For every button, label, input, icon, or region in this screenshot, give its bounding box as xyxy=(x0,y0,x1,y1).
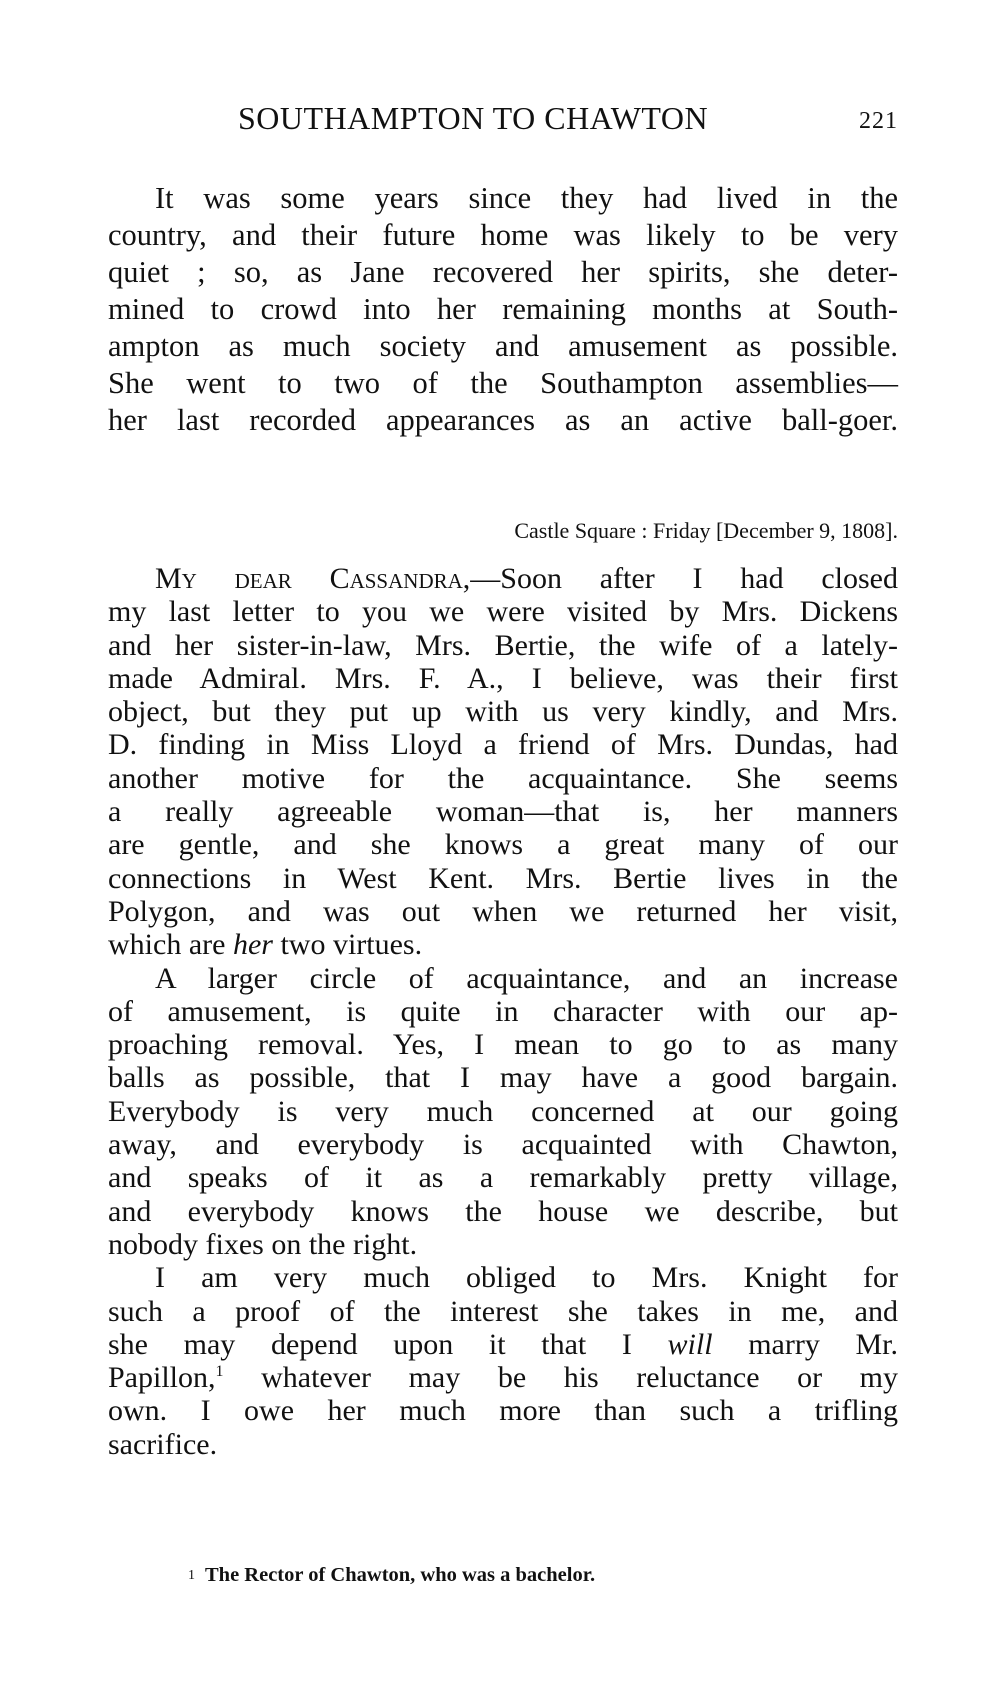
letter-line: away, and everybody is acquainted with Chawton, xyxy=(108,1128,898,1162)
letter-body xyxy=(108,562,898,1461)
letter-line: connections in West Kent. Mrs. Bertie lives in the xyxy=(108,861,898,895)
page-number: 221 xyxy=(859,108,898,134)
running-title: SOUTHAMPTON TO CHAWTON xyxy=(238,100,709,136)
letter-line: such a proof of the interest she takes in me, and xyxy=(108,1294,898,1328)
running-head xyxy=(108,100,898,140)
letter-line: sacrifice. xyxy=(108,1427,218,1461)
letter-line: and speaks of it as a remarkably pretty village, xyxy=(108,1161,898,1195)
letter-line: another motive for the acquaintance. She seems xyxy=(108,761,898,795)
emphasis: will xyxy=(667,1327,713,1361)
letter-line: A larger circle of acquaintance, and an increase xyxy=(155,961,898,995)
intro-line: She went to two of the Southampton assemblies— xyxy=(108,366,898,400)
letter-line: and her sister-in-law, Mrs. Bertie, the wife of a lately- xyxy=(108,628,898,662)
footnote-marker: 1 xyxy=(188,1568,195,1583)
letter-line: my last letter to you we were visited by Mrs. Dickens xyxy=(108,595,898,629)
text-run: Papillon, xyxy=(108,1361,216,1395)
intro-line: quiet ; so, as Jane recovered her spirits, she deter- xyxy=(108,255,898,289)
letter-dateline: Castle Square : Friday [December 9, 1808]. xyxy=(514,518,898,543)
text-run: she may depend upon it that I xyxy=(108,1327,668,1361)
text-run: two virtues. xyxy=(272,928,423,962)
letter-line: and everybody knows the house we describe, but xyxy=(108,1194,898,1228)
intro-line: mined to crowd into her remaining months at South- xyxy=(108,292,898,326)
footnote-text: The Rector of Chawton, who was a bachelor. xyxy=(205,1564,596,1586)
salutation: My dear Cassandra, xyxy=(155,562,471,595)
letter-line xyxy=(108,928,898,961)
opening-text: —Soon after I had closed xyxy=(470,562,898,595)
intro-line: It was some years since they had lived in the xyxy=(155,181,898,215)
footnote-reference[interactable]: 1 xyxy=(215,1363,224,1381)
letter-line: a really agreeable woman—that is, her manners xyxy=(108,795,898,829)
letter-line: proaching removal. Yes, I mean to go to as many xyxy=(108,1028,898,1062)
footnote xyxy=(188,1564,888,1587)
letter-line: Everybody is very much concerned at our going xyxy=(108,1094,898,1128)
intro-paragraph xyxy=(108,180,898,439)
letter-line: own. I owe her much more than such a trifling xyxy=(108,1394,898,1428)
letter-line xyxy=(108,1328,898,1361)
intro-line: her last recorded appearances as an active ball-goer. xyxy=(108,403,898,437)
emphasis: her xyxy=(232,928,273,962)
letter-line: are gentle, and she knows a great many of our xyxy=(108,828,898,862)
text-run: marry Mr. xyxy=(712,1327,899,1361)
text-run: whatever may be his reluctance or my xyxy=(223,1361,898,1395)
letter-line: object, but they put up with us very kindly, and Mrs. xyxy=(108,695,898,729)
letter-opening-line xyxy=(108,562,898,595)
letter-line: nobody fixes on the right. xyxy=(108,1227,418,1261)
letter-line: Polygon, and was out when we returned her visit, xyxy=(108,894,898,928)
letter-line: D. finding in Miss Lloyd a friend of Mrs. Dundas, had xyxy=(108,728,898,762)
letter-line: balls as possible, that I may have a good bargain. xyxy=(108,1061,898,1095)
letter-line xyxy=(108,1361,898,1394)
text-run: which are xyxy=(108,928,233,962)
letter-line: made Admiral. Mrs. F. A., I believe, was their first xyxy=(108,661,898,695)
letter-line: of amusement, is quite in character with our ap- xyxy=(108,994,898,1028)
intro-line: country, and their future home was likely to be very xyxy=(108,218,898,252)
intro-line: ampton as much society and amusement as possible. xyxy=(108,329,898,363)
letter-line: I am very much obliged to Mrs. Knight for xyxy=(155,1261,898,1295)
